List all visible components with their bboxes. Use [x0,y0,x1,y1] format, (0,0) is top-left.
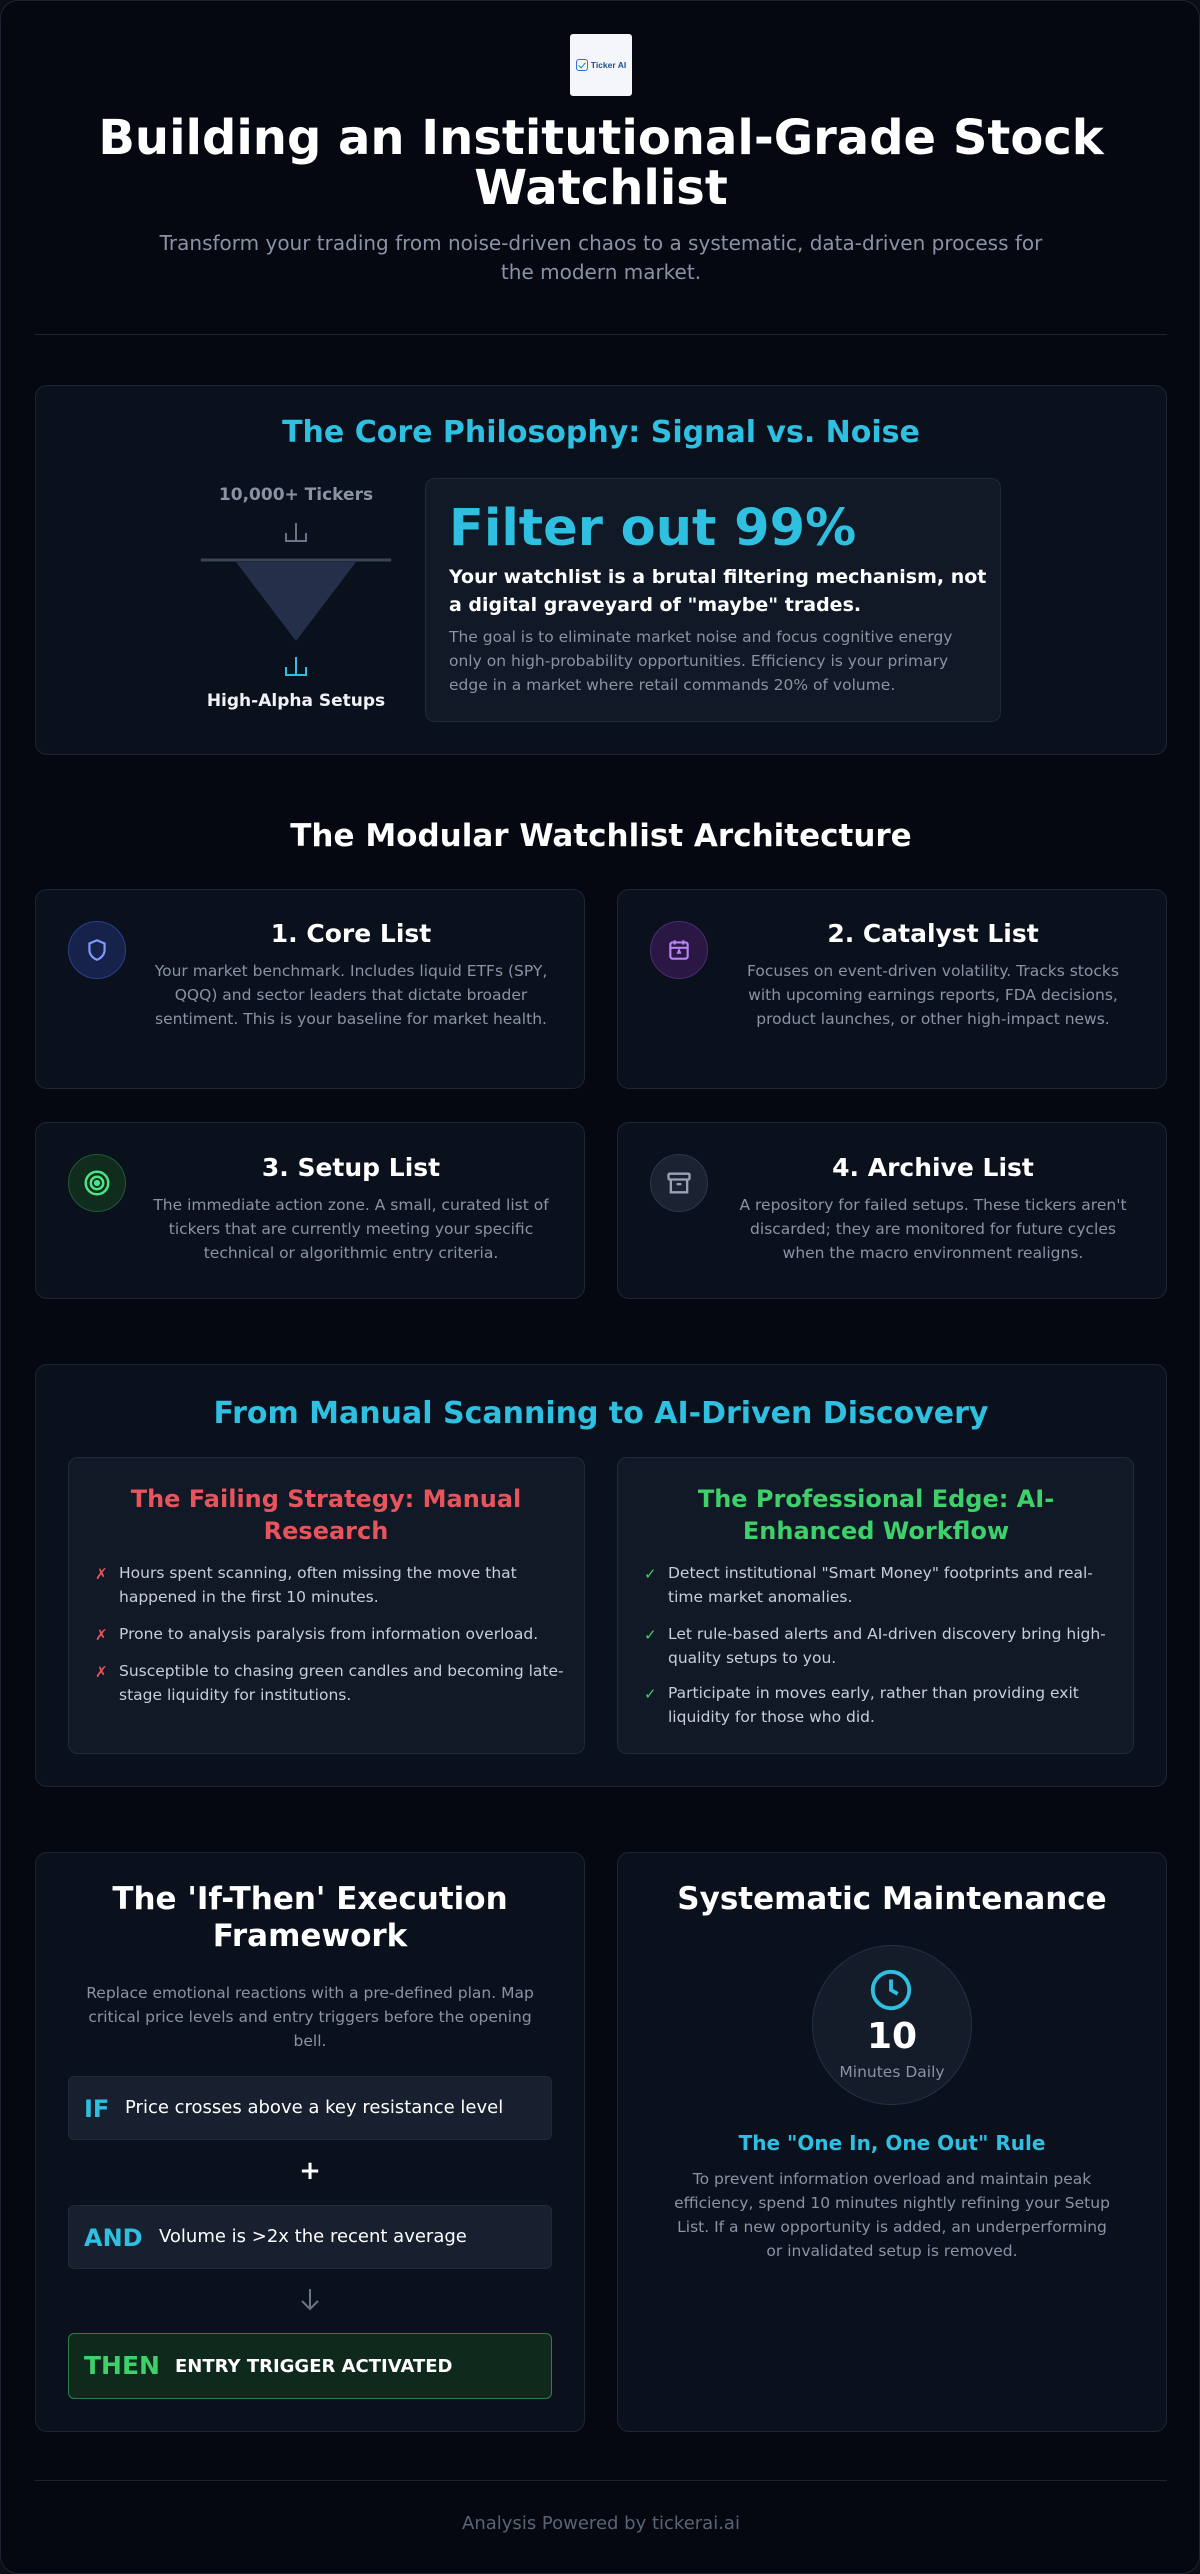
footer-divider [35,2480,1167,2481]
module-text-archive: A repository for failed setups. These tickers aren't discarded; they are monitored for future cycles when the macro environment realigns. [739,1196,1127,1262]
calendar-icon [650,921,708,979]
framework-title: The 'If-Then' Execution Framework [112,1881,508,1954]
cross-icon: ✗ [95,1663,108,1681]
funnel-cone [236,562,356,641]
logo [570,34,632,96]
module-title-catalyst: 2. Catalyst List [827,919,1039,948]
failing-item: ✗ Hours spent scanning, often missing the move that happened in the first 10 minutes. [95,1564,517,1606]
timer-number: 10 [866,2016,918,2057]
module-title-setup: 3. Setup List [261,1153,441,1182]
funnel-top-label: 10,000+ Tickers [218,485,374,505]
archive-icon [650,1154,708,1212]
filter-body-text: The goal is to eliminate market noise and focus cognitive energy only on high-probability opportunities. Efficiency is your primary edge in a market where retail commands 20% of volume. [449,628,953,694]
edge-item: ✓ Participate in moves early, rather than providing exit liquidity for those who did. [644,1684,1079,1726]
philosophy-title: The Core Philosophy: Signal vs. Noise [282,415,920,450]
logo-text: Ticker AI [590,60,627,70]
edge-item: ✓ Let rule-based alerts and AI-driven discovery bring high-quality setups to you. [644,1625,1106,1667]
cross-icon: ✗ [95,1565,108,1583]
and-text: Volume is >2x the recent average [159,2226,467,2247]
and-condition [68,2205,552,2269]
shield-icon [68,921,126,979]
page-title: Building an Institutional-Grade Stock Watchlist [98,110,1104,216]
filter-strong-text: Your watchlist is a brutal filtering mechanism, not a digital graveyard of "maybe" trades. [449,566,987,616]
check-icon [576,59,588,71]
module-text-core: Your market benchmark. Includes liquid ETFs (SPY, QQQ) and sector leaders that dictate broader sentiment. This is your baseline for market health. [154,962,548,1028]
download-arrow-icon-cyan [286,657,306,675]
check-icon: ✓ [644,1626,657,1644]
failing-item: ✗ Prone to analysis paralysis from information overload. [119,1622,569,1646]
architecture-title: The Modular Watchlist Architecture [290,818,912,854]
rule-title: The "One In, One Out" Rule [738,2131,1046,2155]
and-keyword: AND [84,2224,143,2252]
funnel-bottom-label: High-Alpha Setups [206,691,386,711]
page-subtitle: Transform your trading from noise-driven chaos to a systematic, data-driven process for the modern market. [159,231,1043,284]
divider [35,334,1167,335]
then-keyword: THEN [84,2351,160,2380]
discovery-title: From Manual Scanning to AI-Driven Discovery [213,1396,989,1431]
plus-icon: + [299,2156,321,2186]
timer-unit: Minutes Daily [839,2063,945,2081]
funnel-graphic [196,519,396,684]
target-icon [68,1154,126,1212]
footer-text: Analysis Powered by tickerai.ai [462,2513,740,2534]
then-text: ENTRY TRIGGER ACTIVATED [175,2356,453,2377]
check-icon: ✓ [644,1565,657,1583]
clock-icon [868,1967,914,2013]
download-arrow-icon [286,523,306,541]
if-text: Price crosses above a key resistance level [125,2097,504,2118]
failing-strategy-title: The Failing Strategy: Manual Research [130,1485,522,1545]
edge-item: ✓ Detect institutional "Smart Money" footprints and real-time market anomalies. [644,1564,1093,1606]
module-title-core: 1. Core List [270,919,432,948]
cross-icon: ✗ [95,1626,108,1644]
module-title-archive: 4. Archive List [832,1153,1034,1182]
maintenance-title: Systematic Maintenance [677,1881,1107,1917]
arrow-down-icon [298,2287,322,2313]
filter-headline: Filter out 99% [449,499,857,558]
failing-item: ✗ Susceptible to chasing green candles and becoming late-stage liquidity for institutions. [95,1662,564,1704]
module-text-catalyst: Focuses on event-driven volatility. Tracks stocks with upcoming earnings reports, FDA decisions, product launches, or other high-impact news. [747,962,1119,1028]
module-text-setup: The immediate action zone. A small, curated list of tickers that are currently meeting your specific technical or algorithmic entry criteria. [153,1196,549,1262]
framework-intro: Replace emotional reactions with a pre-defined plan. Map critical price levels and entry triggers before the opening bell. [86,1984,534,2050]
professional-edge-title: The Professional Edge: AI-Enhanced Workflow [697,1485,1055,1545]
check-icon: ✓ [644,1685,657,1703]
if-keyword: IF [84,2095,110,2123]
if-condition [68,2076,552,2140]
rule-text: To prevent information overload and maintain peak efficiency, spend 10 minutes nightly refining your Setup List. If a new opportunity is added, an underperforming or invalidated setup is removed. [674,2170,1110,2260]
then-action [68,2333,552,2399]
